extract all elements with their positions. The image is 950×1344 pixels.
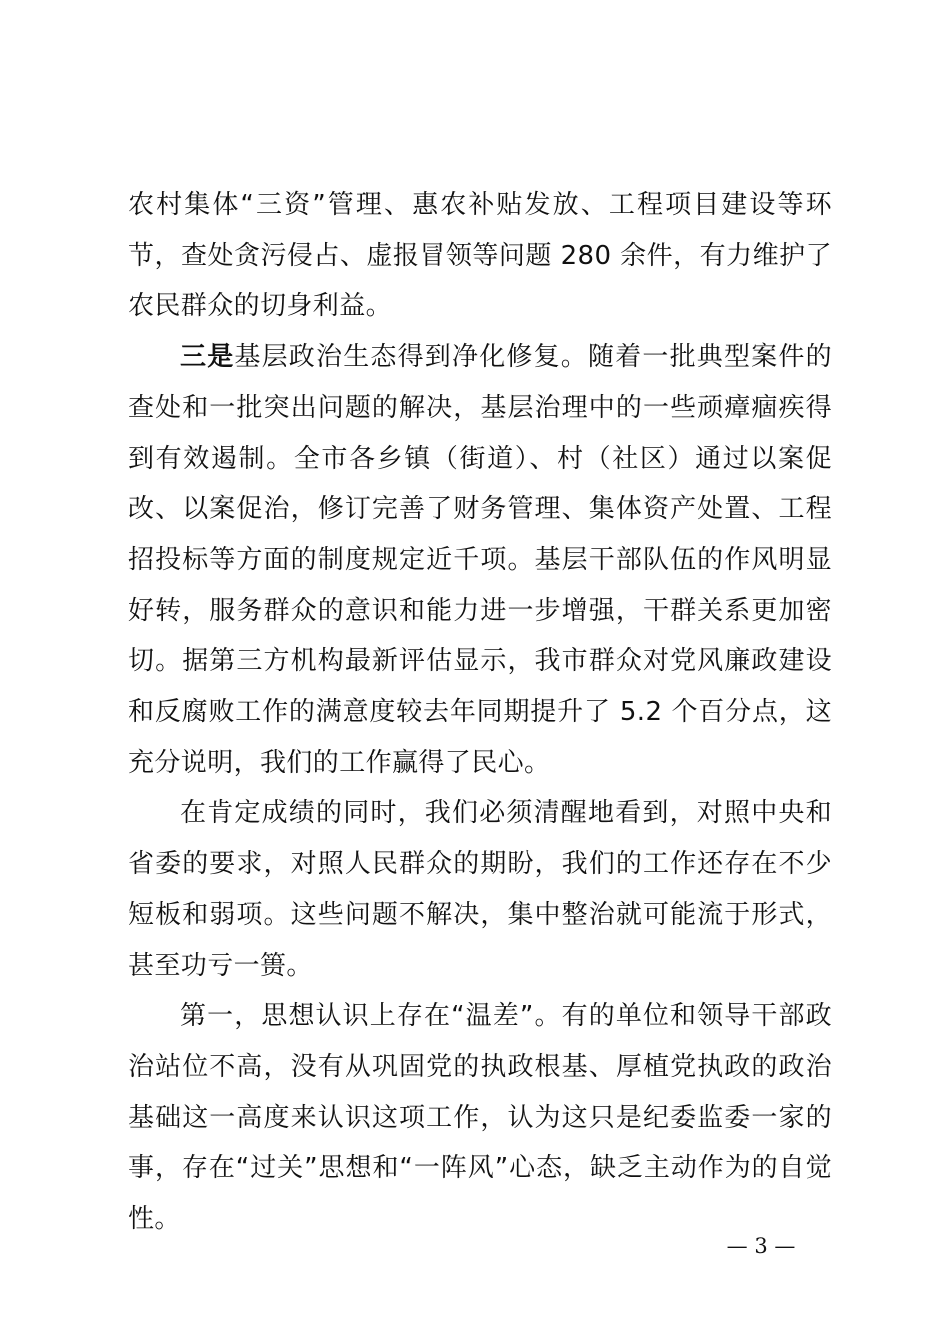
paragraph-shortcomings	[128, 788, 832, 991]
paragraph-text: 第一，思想认识上存在“温差”。有的单位和领导干部政治站位不高，没有从巩固党的执政根基、厚植党执政的政治基础这一高度来认识这项工作，认为这只是纪委监委一家的事，存在“过关”思想和“一阵风”心态，缺乏主动作为的自觉性。	[128, 1001, 832, 1235]
paragraph-text: 在肯定成绩的同时，我们必须清醒地看到，对照中央和省委的要求，对照人民群众的期盼，我们的工作还存在不少短板和弱项。这些问题不解决，集中整治就可能流于形式，甚至功亏一篑。	[128, 798, 832, 981]
document-body	[128, 180, 832, 1245]
paragraph-continuation	[128, 180, 832, 332]
page-number: — 3 —	[726, 1234, 796, 1258]
paragraph-third-point	[128, 332, 832, 788]
paragraph-lead: 三是	[180, 342, 235, 373]
paragraph-text: 基层政治生态得到净化修复。随着一批典型案件的查处和一批突出问题的解决，基层治理中的一些顽瘴痼疾得到有效遏制。全市各乡镇（街道）、村（社区）通过以案促改、以案促治，修订完善了财务管理、集体资产处置、工程招投标等方面的制度规定近千项。基层干部队伍的作风明显好转，服务群众的意识和能力进一步增强，干群关系更加密切。据第三方机构最新评估显示，我市群众对党风廉政建设和反腐败工作的满意度较去年同期提升了 5.2 个百分点，这充分说明，我们的工作赢得了民心。	[128, 342, 832, 778]
paragraph-first-issue	[128, 991, 832, 1245]
paragraph-text: 农村集体“三资”管理、惠农补贴发放、工程项目建设等环节，查处贪污侵占、虚报冒领等问题 280 余件，有力维护了农民群众的切身利益。	[128, 190, 832, 322]
